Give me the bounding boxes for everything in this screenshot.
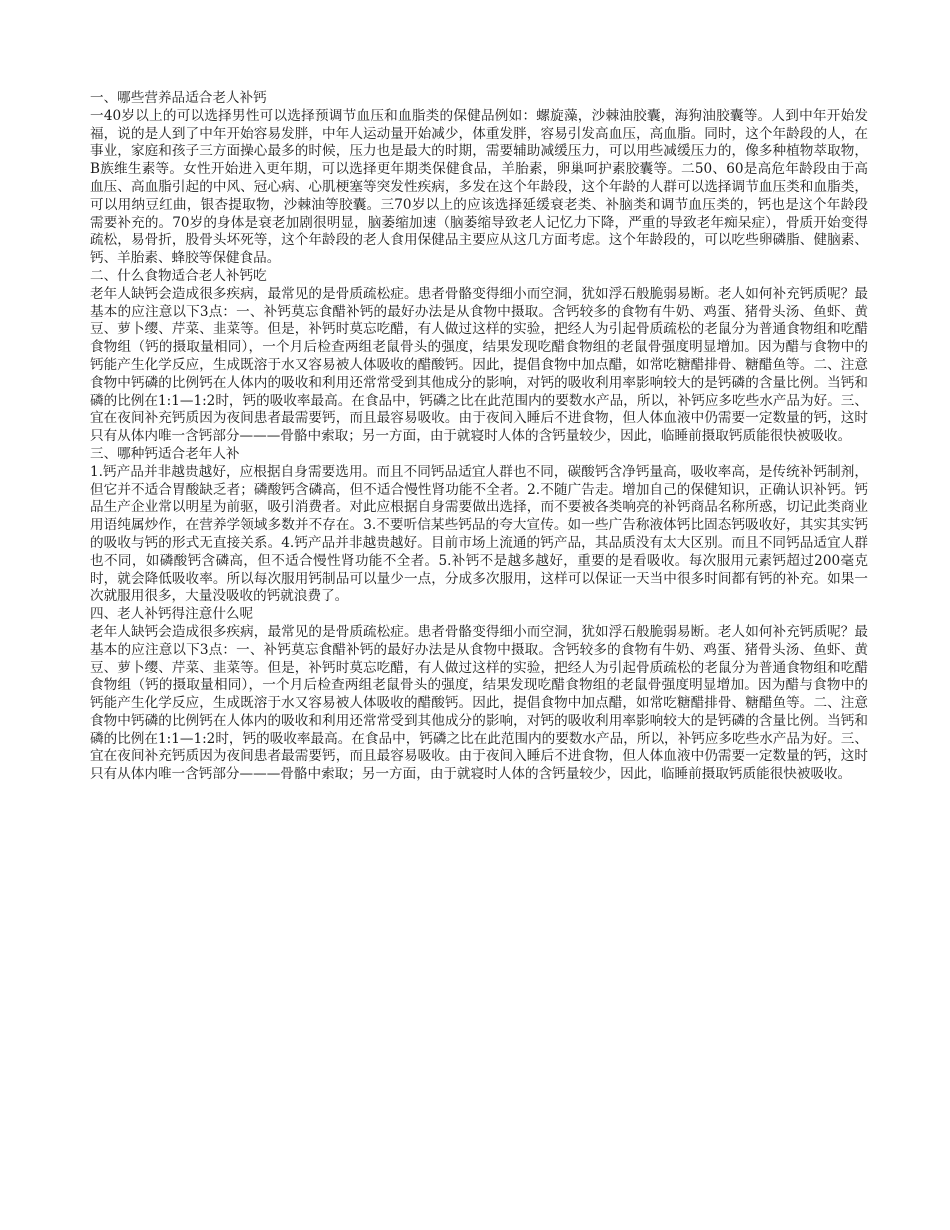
section-3-body: 1.钙产品并非越贵越好，应根据自身需要选用。而且不同钙品适宜人群也不同，碳酸钙含净钙量高，吸收率高，是传统补钙制剂，但它并不适合胃酸缺乏者；磷酸钙含磷高，但不适合慢性肾功能不全者。2.不随广告走。增加自己的保健知识，正确认识补钙。钙品生产企业常以明星为前驱，吸引消费者。对此应根据自身需要做出选择，而不要被各类响亮的补钙商品名称所惑，切记此类商业用语纯属炒作，在营养学领域多数并不存在。3.不要听信某些钙品的夸大宣传。如一些广告称液体钙比固态钙吸收好，其实其实钙的吸收与钙的形式无直接关系。4.钙产品并非越贵越好。目前市场上流通的钙产品，其品质没有太大区别。而且不同钙品适宜人群也不同，如磷酸钙含磷高，但不适合慢性肾功能不全者。5.补钙不是越多越好，重要的是看吸收。每次服用元素钙超过200毫克时，就会降低吸收率。所以每次服用钙制品可以量少一点，分成多次服用，这样可以保证一天当中很多时间都有钙的补充。如果一次就服用很多，大量没吸收的钙就浪费了。 <box>90 463 868 605</box>
section-3-heading: 三、哪种钙适合老年人补 <box>90 445 240 462</box>
section-1-heading: 一、哪些营养品适合老人补钙 <box>90 90 267 106</box>
section-2-body: 老年人缺钙会造成很多疾病，最常见的是骨质疏松症。患者骨骼变得细小而空洞，犹如浮石般脆弱易断。老人如何补充钙质呢？最基本的应注意以下3点：一、补钙莫忘食醋补钙的最好办法是从食物中摄取。含钙较多的食物有牛奶、鸡蛋、猪骨头汤、鱼虾、黄豆、萝卜缨、芹菜、韭菜等。但是，补钙时莫忘吃醋，有人做过这样的实验，把经人为引起骨质疏松的老鼠分为普通食物组和吃醋食物组（钙的摄取量相同），一个月后检查两组老鼠骨头的强度，结果发现吃醋食物组的老鼠骨强度明显增加。因为醋与食物中的钙能产生化学反应，生成既溶于水又容易被人体吸收的醋酸钙。因此，提倡食物中加点醋，如常吃糖醋排骨、糖醋鱼等。二、注意食物中钙磷的比例钙在人体内的吸收和利用还常常受到其他成分的影响，对钙的吸收利用率影响较大的是钙磷的含量比例。当钙和磷的比例在1:1—1:2时，钙的吸收率最高。在食品中，钙磷之比在此范围内的要数水产品，所以，补钙应多吃些水产品为好。三、宜在夜间补充钙质因为夜间患者最需要钙，而且最容易吸收。由于夜间入睡后不进食物，但人体血液中仍需要一定数量的钙，这时只有从体内唯一含钙部分———骨骼中索取；另一方面，由于就寝时人体的含钙量较少，因此，临睡前摄取钙质能很快被吸收。 <box>90 285 868 445</box>
section-2-heading: 二、什么食物适合老人补钙吃 <box>90 267 267 284</box>
section-2 <box>90 268 868 446</box>
section-1-body: 一40岁以上的可以选择男性可以选择预调节血压和血脂类的保健品例如：螺旋藻，沙棘油胶囊，海狗油胶囊等。人到中年开始发福，说的是人到了中年开始容易发胖，中年人运动量开始减少，体重发胖，容易引发高血压，高血脂。同时，这个年龄段的人，在事业，家庭和孩子三方面操心最多的时候，压力也是最大的时期，需要辅助减缓压力，可以用些减缓压力的，像多种植物萃取物，B族维生素等。女性开始进入更年期，可以选择更年期类保健食品，羊胎素，卵巢呵护素胶囊等。二50、60是高危年龄段由于高血压、高血脂引起的中风、冠心病、心肌梗塞等突发性疾病，多发在这个年龄段，这个年龄的人群可以选择调节血压类和血脂类，可以用纳豆红曲，银杏提取物，沙棘油等胶囊。三70岁以上的应该选择延缓衰老类、补脑类和调节血压类的，钙也是这个年龄段需要补充的。70岁的身体是衰老加剧很明显，脑萎缩加速（脑萎缩导致老人记忆力下降，严重的导致老年痴呆症），骨质开始变得疏松，易骨折，股骨头坏死等，这个年龄段的老人食用保健品主要应从这几方面考虑。这个年龄段的，可以吃些卵磷脂、健脑素、钙、羊胎素、蜂胶等保健食品。 <box>90 107 868 267</box>
section-4 <box>90 606 868 784</box>
section-4-heading: 四、老人补钙得注意什么呢 <box>90 606 254 623</box>
section-3 <box>90 446 868 606</box>
section-4-body: 老年人缺钙会造成很多疾病，最常见的是骨质疏松症。患者骨骼变得细小而空洞，犹如浮石般脆弱易断。老人如何补充钙质呢？最基本的应注意以下3点：一、补钙莫忘食醋补钙的最好办法是从食物中摄取。含钙较多的食物有牛奶、鸡蛋、猪骨头汤、鱼虾、黄豆、萝卜缨、芹菜、韭菜等。但是，补钙时莫忘吃醋，有人做过这样的实验，把经人为引起骨质疏松的老鼠分为普通食物组和吃醋食物组（钙的摄取量相同），一个月后检查两组老鼠骨头的强度，结果发现吃醋食物组的老鼠骨强度明显增加。因为醋与食物中的钙能产生化学反应，生成既溶于水又容易被人体吸收的醋酸钙。因此，提倡食物中加点醋，如常吃糖醋排骨、糖醋鱼等。二、注意食物中钙磷的比例钙在人体内的吸收和利用还常常受到其他成分的影响，对钙的吸收利用率影响较大的是钙磷的含量比例。当钙和磷的比例在1:1—1:2时，钙的吸收率最高。在食品中，钙磷之比在此范围内的要数水产品，所以，补钙应多吃些水产品为好。三、宜在夜间补充钙质因为夜间患者最需要钙，而且最容易吸收。由于夜间入睡后不进食物，但人体血液中仍需要一定数量的钙，这时只有从体内唯一含钙部分———骨骼中索取；另一方面，由于就寝时人体的含钙量较少，因此，临睡前摄取钙质能很快被吸收。 <box>90 623 868 783</box>
document-page <box>90 90 868 784</box>
section-1 <box>90 90 868 268</box>
